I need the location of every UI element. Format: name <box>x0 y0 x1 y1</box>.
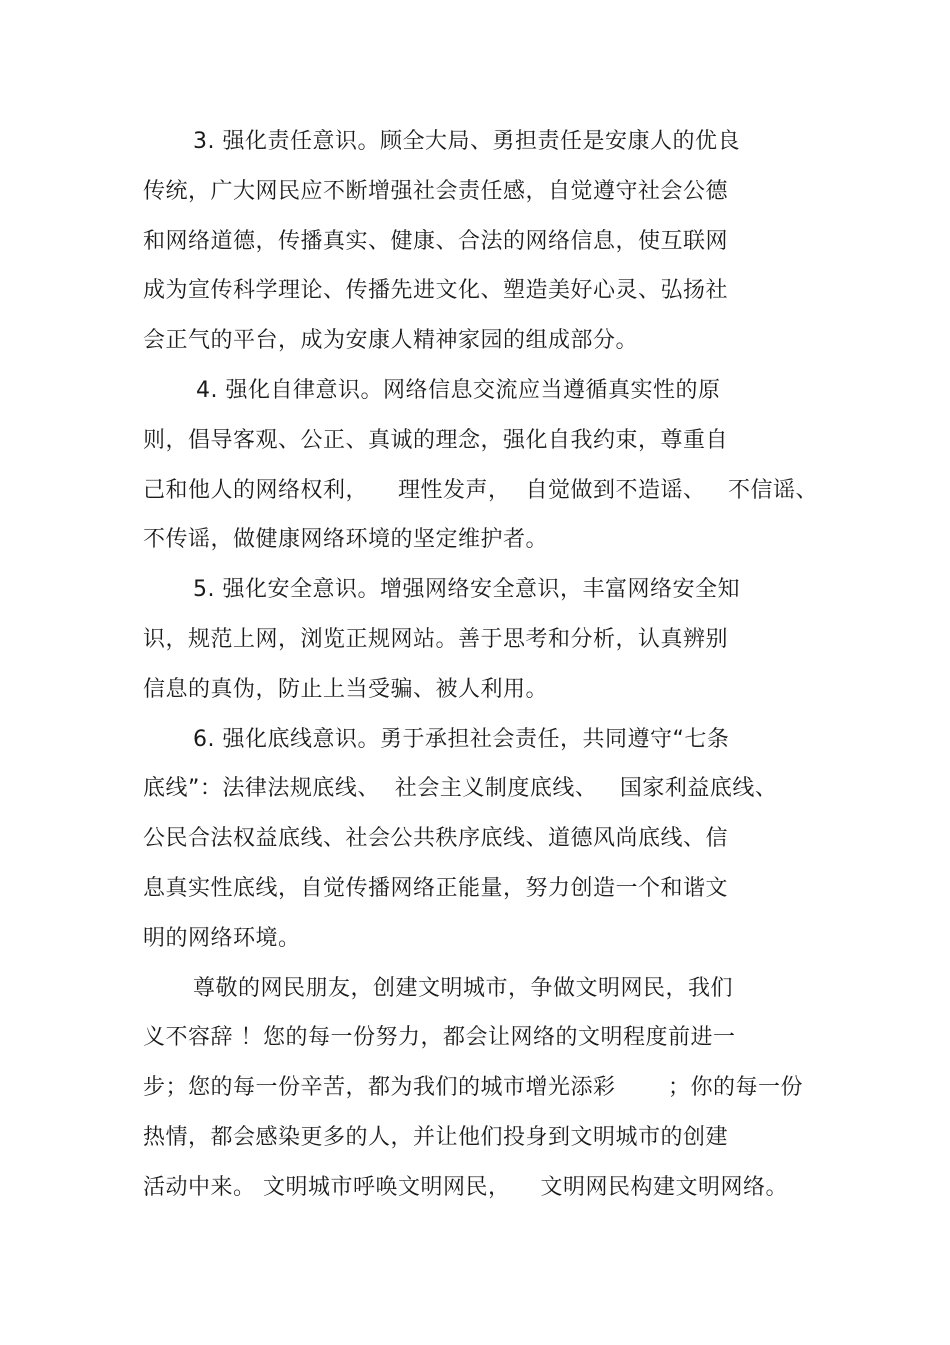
paragraph-6-line-3: 公民合法权益底线、社会公共秩序底线、道德风尚底线、信 <box>143 826 729 851</box>
paragraph-5-line-3: 信息的真伪，防止上当受骗、被人利用。 <box>143 677 549 702</box>
closing-line-4: 热情，都会感染更多的人，并让他们投身到文明城市的创建 <box>143 1125 729 1150</box>
paragraph-3-line-5: 会正气的平台，成为安康人精神家园的组成部分。 <box>143 328 639 353</box>
paragraph-4-line-2: 则，倡导客观、公正、真诚的理念，强化自我约束，尊重自 <box>143 428 729 453</box>
closing-line-5: 活动中来。 文明城市呼唤文明网民， 文明网民构建文明网络。 <box>143 1175 788 1200</box>
closing-line-3: 步；您的每一份辛苦，都为我们的城市增光添彩 ；你的每一份 <box>143 1075 803 1100</box>
paragraph-5-line-1: 5. 强化安全意识。增强网络安全意识，丰富网络安全知 <box>193 577 740 602</box>
paragraph-5-line-2: 识，规范上网，浏览正规网站。善于思考和分析，认真辨别 <box>143 627 729 652</box>
paragraph-6-line-4: 息真实性底线，自觉传播网络正能量，努力创造一个和谐文 <box>143 876 729 901</box>
paragraph-3-line-3: 和网络道德，传播真实、健康、合法的网络信息，使互联网 <box>143 229 729 254</box>
paragraph-4-line-3: 己和他人的网络权利， 理性发声， 自觉做到不造谣、 不信谣、 <box>143 478 818 503</box>
paragraph-6-line-5: 明的网络环境。 <box>143 926 301 951</box>
paragraph-4-line-1: 4. 强化自律意识。网络信息交流应当遵循真实性的原 <box>196 378 721 403</box>
closing-line-1: 尊敬的网民朋友，创建文明城市，争做文明网民，我们 <box>193 976 734 1001</box>
paragraph-6-line-1: 6. 强化底线意识。勇于承担社会责任，共同遵守“七条 <box>193 727 730 752</box>
paragraph-3-line-1: 3. 强化责任意识。顾全大局、勇担责任是安康人的优良 <box>193 129 740 154</box>
paragraph-6-line-2: 底线”：法律法规底线、 社会主义制度底线、 国家利益底线、 <box>143 776 778 801</box>
paragraph-3-line-2: 传统，广大网民应不断增强社会责任感，自觉遵守社会公德 <box>143 179 729 204</box>
paragraph-4-line-4: 不传谣，做健康网络环境的坚定维护者。 <box>143 527 549 552</box>
closing-line-2: 义不容辞 ！您的每一份努力，都会让网络的文明程度前进一 <box>143 1025 736 1050</box>
paragraph-3-line-4: 成为宣传科学理论、传播先进文化、塑造美好心灵、弘扬社 <box>143 278 729 303</box>
